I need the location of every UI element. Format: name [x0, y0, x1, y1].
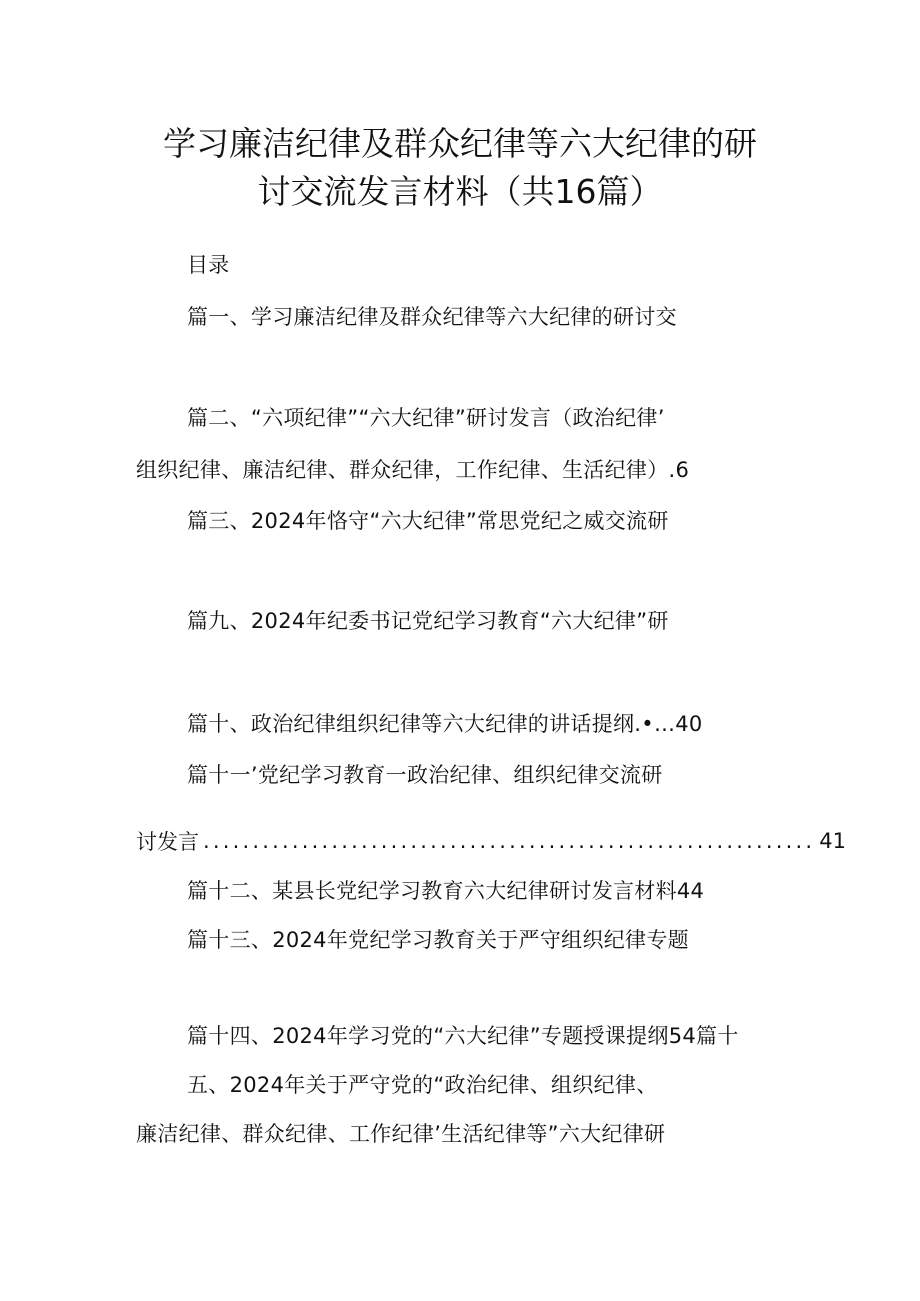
toc-entry-continuation: 五、2024年关于严守党的“政治纪律、组织纪律、 — [187, 1073, 658, 1097]
toc-entry: 篇一、学习廉洁纪律及群众纪律等六大纪律的研讨交 — [187, 305, 677, 329]
toc-entry: 篇十二、某县长党纪学习教育六大纪律研讨发言材料44 — [187, 879, 705, 903]
toc-entry: 篇二、“六项纪律”“六大纪律”研讨发言（政治纪律’ — [187, 406, 665, 430]
toc-entry: 篇十四、2024年学习党的“六大纪律”专题授课提纲54篇十 — [187, 1024, 739, 1048]
toc-dotted-label: 讨发言 — [136, 830, 199, 854]
toc-entry: 篇十一’党纪学习教育一政治纪律、组织纪律交流研 — [187, 763, 663, 787]
document-title-line-2: 讨交流发言材料（共16篇） — [257, 172, 663, 211]
toc-entry-continuation: 组织纪律、廉洁纪律、群众纪律，工作纪律、生活纪律）.6 — [136, 458, 690, 482]
toc-entry: 篇十三、2024年党纪学习教育关于严守组织纪律专题 — [187, 928, 689, 952]
toc-entry: 篇三、2024年恪守“六大纪律”常思党纪之威交流研 — [187, 509, 669, 533]
toc-entry: 篇十、政治纪律组织纪律等六大纪律的讲话提纲.•…40 — [187, 712, 703, 736]
document-title-line-1: 学习廉洁纪律及群众纪律等六大纪律的研 — [163, 124, 757, 163]
toc-heading: 目录 — [187, 253, 230, 277]
toc-dotted-entry — [136, 826, 847, 856]
toc-leader-dots: .............................................................. — [203, 829, 816, 853]
toc-entry-continuation: 廉洁纪律、群众纪律、工作纪律’生活纪律等”六大纪律研 — [136, 1122, 666, 1146]
toc-entry: 篇九、2024年纪委书记党纪学习教育“六大纪律”研 — [187, 609, 669, 633]
toc-page-number: 41 — [819, 829, 847, 853]
